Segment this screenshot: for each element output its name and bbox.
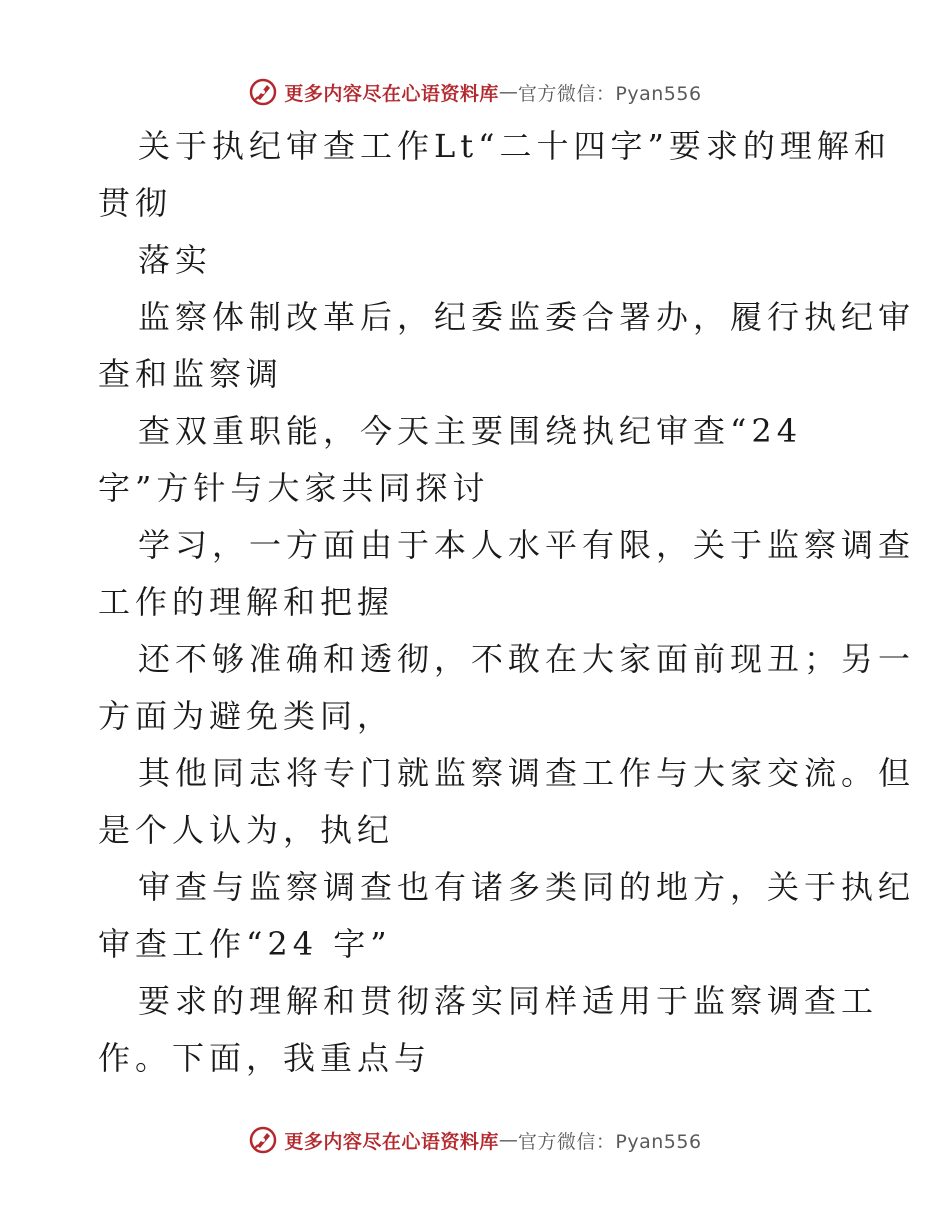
- pen-nib-logo-icon: [248, 1125, 278, 1155]
- paragraph-line: 其他同志将专门就监察调查工作与大家交流。但: [138, 754, 916, 792]
- footer-brand-text: 更多内容尽在心语资料库: [284, 1130, 499, 1153]
- header-contact-text: 官方微信：Pyan556: [517, 82, 702, 105]
- header-banner: [0, 72, 950, 112]
- footer-banner: [0, 1120, 950, 1160]
- paragraph-line: 字”方针与大家共同探讨: [98, 469, 490, 507]
- paragraph-line: 审查与监察调查也有诸多类同的地方，关于执纪: [138, 868, 916, 906]
- paragraph-line: 审查工作“24 字”: [98, 925, 392, 963]
- paragraph-line: 还不够准确和透彻，不敢在大家面前现丑；另一: [138, 640, 916, 678]
- paragraph-line: 方面为避免类同，: [98, 697, 395, 735]
- paragraph-line: 要求的理解和贯彻落实同样适用于监察调查工: [138, 982, 879, 1020]
- paragraph-line: 学习，一方面由于本人水平有限，关于监察调查: [138, 526, 916, 564]
- pen-nib-logo-icon: [248, 77, 278, 107]
- footer-separator: —: [498, 1129, 518, 1151]
- header-separator: —: [498, 81, 518, 103]
- paragraph-line: 工作的理解和把握: [98, 583, 395, 621]
- paragraph-line: 监察体制改革后，纪委监委合署办，履行执纪审: [138, 298, 916, 336]
- paragraph-line: 查和监察调: [98, 355, 284, 393]
- title-line-2: 贯彻: [98, 184, 173, 222]
- footer-contact-text: 官方微信：Pyan556: [517, 1130, 702, 1153]
- paragraph-line: 是个人认为，执纪: [98, 811, 395, 849]
- document-body: [98, 118, 916, 1087]
- paragraph-line: 作。下面，我重点与: [98, 1039, 432, 1077]
- paragraph-line: 查双重职能，今天主要围绕执纪审查“24: [138, 412, 803, 450]
- title-line-3: 落实: [138, 241, 213, 279]
- header-brand-text: 更多内容尽在心语资料库: [284, 82, 499, 105]
- title-line-1: 关于执纪审查工作Lt“二十四字”要求的理解和: [138, 127, 891, 165]
